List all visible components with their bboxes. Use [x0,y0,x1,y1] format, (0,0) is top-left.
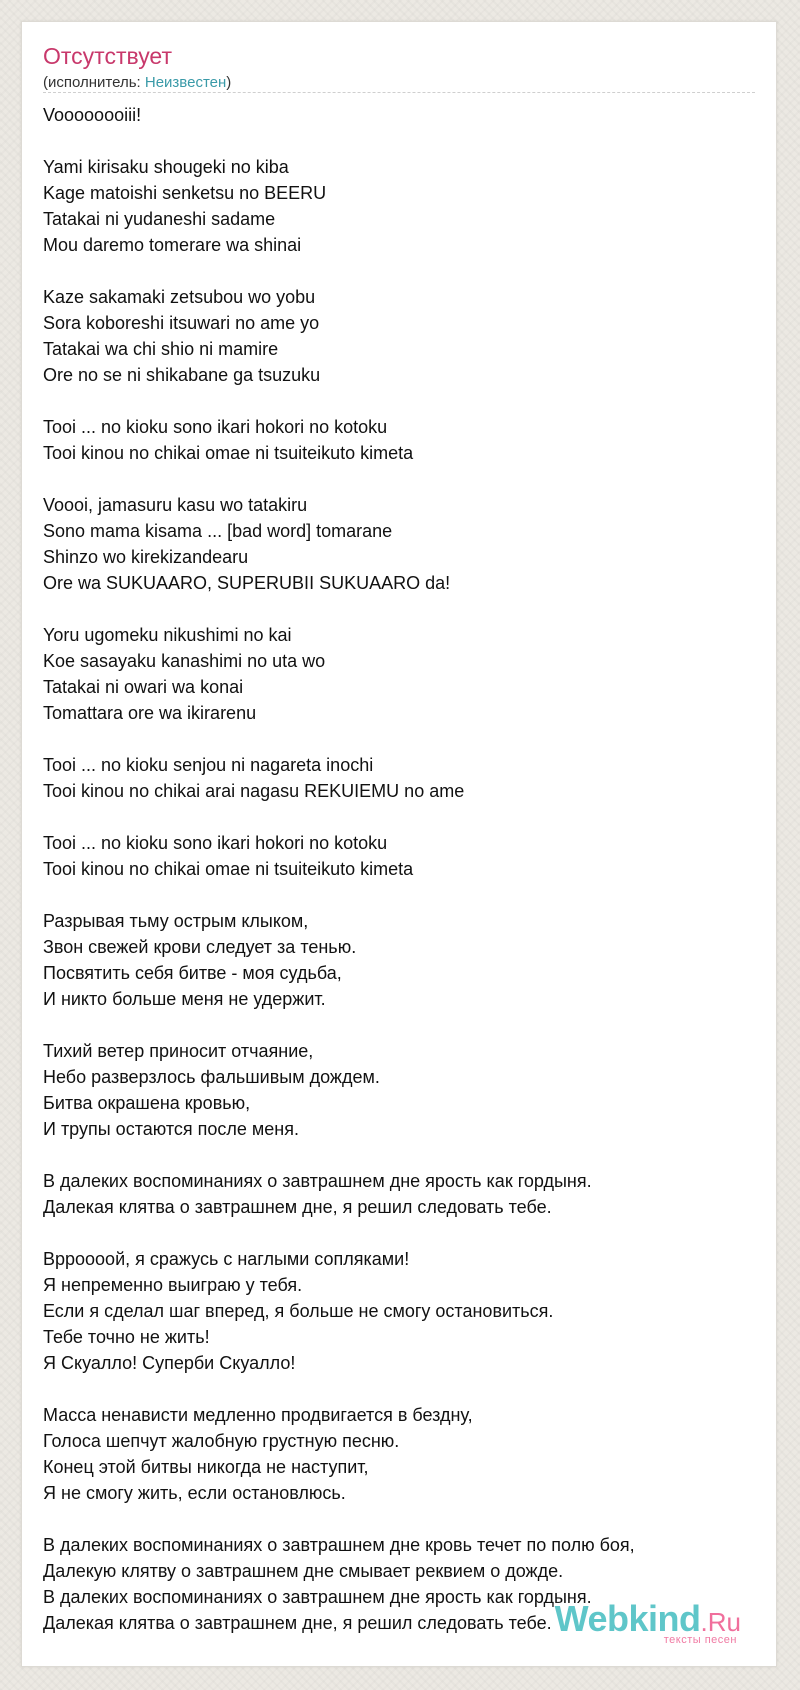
stanza-break [43,804,755,830]
lyric-line: Voooi, jamasuru kasu wo tatakiru [43,495,308,515]
logo-tld: Ru [707,1607,741,1637]
lyric-line: Tooi kinou no chikai omae ni tsuiteikuto kimeta [43,859,414,879]
artist-line [43,74,231,92]
lyric-line: Небо разверзлось фальшивым дождем. [43,1067,380,1087]
lyric-line: В далеких воспоминаниях о завтрашнем дне ярость как гордыня. [43,1587,592,1607]
lyric-line: И трупы остаются после меня. [43,1119,299,1139]
logo-dot: . [700,1607,708,1637]
lyric-line: Shinzo wo kirekizandearu [43,547,249,567]
lyric-line: Ore wa SUKUAARO, SUPERUBII SUKUAARO da! [43,573,451,593]
stanza-break [43,882,755,908]
lyric-line: Голоса шепчут жалобную грустную песню. [43,1431,400,1451]
stanza-break [43,388,755,414]
webkind-logo [554,1598,741,1646]
lyric-line: Tooi ... no kioku sono ikari hokori no kotoku [43,833,388,853]
lyric-line: Масса ненависти медленно продвигается в бездну, [43,1405,473,1425]
stanza-break [43,1142,755,1168]
artist-suffix: ) [226,74,232,91]
lyric-line: Далекую клятву о завтрашнем дне смывает реквием о дожде. [43,1561,564,1581]
lyric-line: Тебе точно не жить! [43,1327,210,1347]
lyric-line: Далекая клятва о завтрашнем дне, я решил следовать тебе. [43,1197,552,1217]
lyric-line: Tatakai ni owari wa konai [43,677,244,697]
lyric-line: Я Скуалло! Суперби Скуалло! [43,1353,296,1373]
logo-brand: Webkind [554,1598,701,1639]
lyric-line: Посвятить себя битве - моя судьба, [43,963,342,983]
lyric-line: Tomattara ore wa ikirarenu [43,703,257,723]
lyric-line: В далеких воспоминаниях о завтрашнем дне кровь течет по полю боя, [43,1535,635,1555]
lyric-line: Конец этой битвы никогда не наступит, [43,1457,369,1477]
lyric-line: Yami kirisaku shougeki no kiba [43,157,289,177]
lyrics-card [21,21,777,1667]
lyric-line: Разрывая тьму острым клыком, [43,911,309,931]
stanza-break [43,466,755,492]
lyric-line: Koe sasayaku kanashimi no uta wo [43,651,326,671]
stanza-break [43,1012,755,1038]
lyric-line: Tatakai ni yudaneshi sadame [43,209,276,229]
lyric-line: Tooi ... no kioku senjou ni nagareta inochi [43,755,374,775]
lyrics-body [43,102,755,1636]
lyric-line: Звон свежей крови следует за тенью. [43,937,357,957]
header-divider [43,92,755,93]
lyric-line: Ore no se ni shikabane ga tsuzuku [43,365,321,385]
song-title: Отсутствует [43,43,172,69]
lyric-line: Tooi kinou no chikai omae ni tsuiteikuto kimeta [43,443,414,463]
lyric-line: Битва окрашена кровью, [43,1093,251,1113]
logo-tagline: тексты песен [663,1634,737,1646]
lyric-line: Если я сделал шаг вперед, я больше не смогу остановиться. [43,1301,554,1321]
artist-prefix: (исполнитель: [43,74,145,91]
stanza-break [43,1376,755,1402]
lyric-line: И никто больше меня не удержит. [43,989,326,1009]
lyric-line: Yoru ugomeku nikushimi no kai [43,625,292,645]
lyric-line: Тихий ветер приносит отчаяние, [43,1041,314,1061]
lyric-line: Я непременно выиграю у тебя. [43,1275,303,1295]
lyric-line: Kage matoishi senketsu no BEERU [43,183,327,203]
stanza-break [43,726,755,752]
lyric-line: Kaze sakamaki zetsubou wo yobu [43,287,316,307]
lyric-line: Я не смогу жить, если остановлюсь. [43,1483,346,1503]
lyric-line: Tatakai wa chi shio ni mamire [43,339,279,359]
lyric-line: Врроооой, я сражусь с наглыми сопляками! [43,1249,410,1269]
lyric-line: Sono mama kisama ... [bad word] tomarane [43,521,393,541]
stanza-break [43,596,755,622]
stanza-break [43,128,755,154]
stanza-break [43,258,755,284]
stanza-break [43,1220,755,1246]
artist-link[interactable]: Неизвестен [144,74,227,91]
lyric-line: Tooi ... no kioku sono ikari hokori no kotoku [43,417,388,437]
lyric-line: Tooi kinou no chikai arai nagasu REKUIEMU no ame [43,781,465,801]
lyric-line: Voooooooiii! [43,105,142,125]
lyric-line: Далекая клятва о завтрашнем дне, я решил следовать тебе. [43,1613,552,1633]
stanza-break [43,1506,755,1532]
lyric-line: В далеких воспоминаниях о завтрашнем дне ярость как гордыня. [43,1171,592,1191]
lyric-line: Mou daremo tomerare wa shinai [43,235,302,255]
lyric-line: Sora koboreshi itsuwari no ame yo [43,313,320,333]
